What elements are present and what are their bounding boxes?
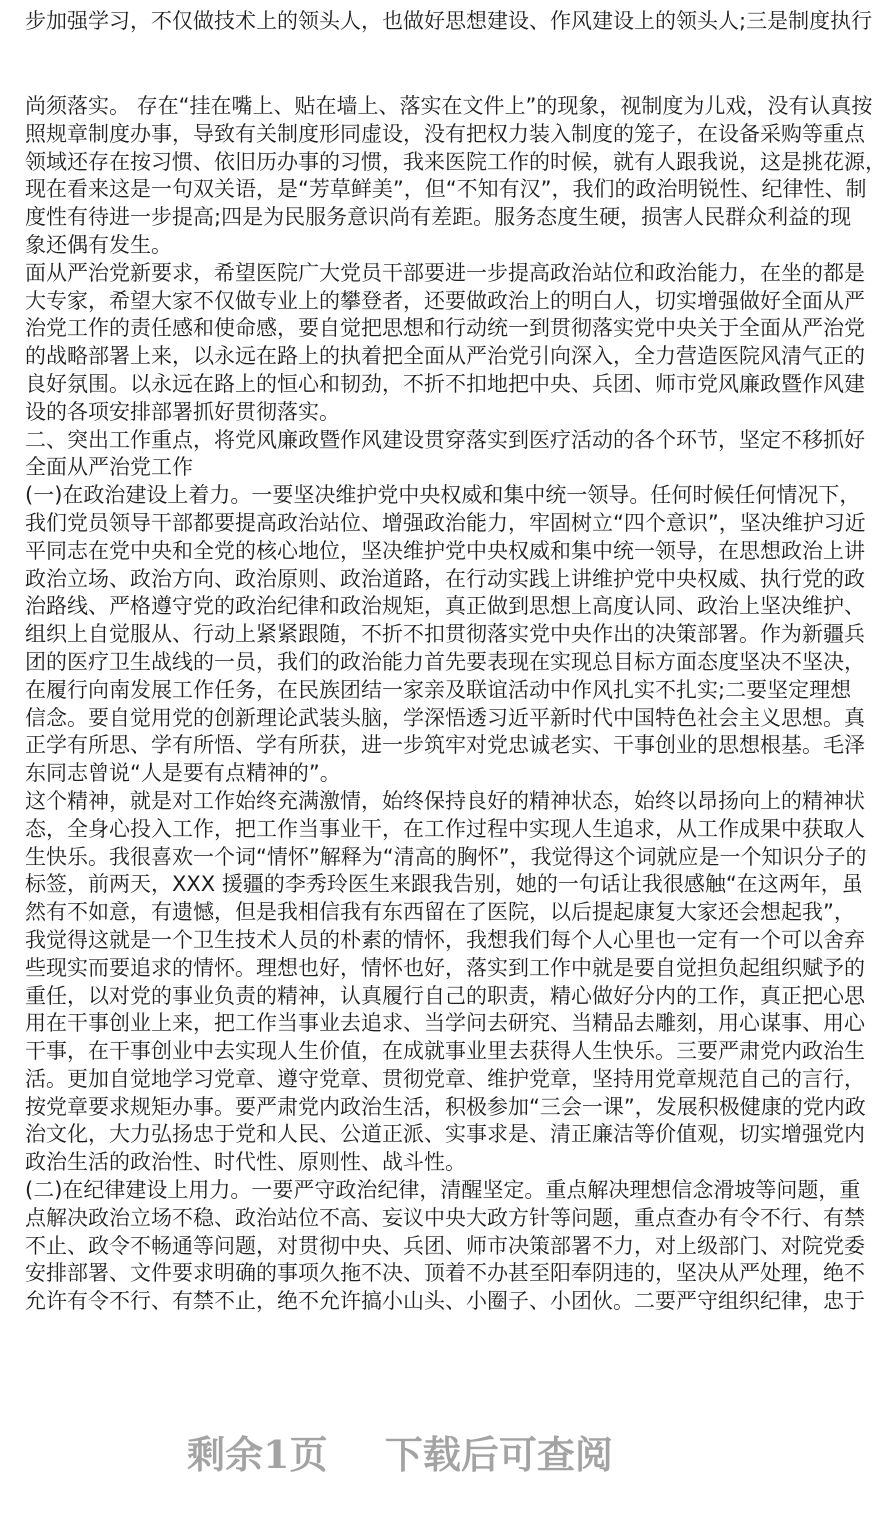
text-line: 照规章制度办事，导致有关制度形同虚设，没有把权力装入制度的笼子，在设备采购等重点 [25, 121, 865, 146]
text-line: (一)在政治建设上着力。一要坚决维护党中央权威和集中统一领导。任何时候任何情况下， [25, 483, 861, 508]
text-line: 全面从严治党工作 [25, 455, 193, 480]
top-fragment [25, 8, 873, 36]
paragraph [25, 1177, 865, 1316]
text-line: 设的各项安排部署抓好贯彻落实。 [25, 399, 340, 424]
text-line: (二)在纪律建设上用力。一要严守政治纪律，清醒坚定。重点解决理想信念滑坡等问题，重 [25, 1178, 861, 1203]
text-line: 东同志曾说“人是要有点精神的”。 [25, 761, 341, 786]
paragraph [25, 482, 866, 788]
text-line: 正学有所思、学有所悟、学有所获，进一步筑牢对党忠诚老实、干事创业的思想根基。毛泽 [25, 733, 865, 758]
paragraph [25, 8, 873, 36]
text-line: 干事，在干事创业中去实现人生价值，在成就事业里去获得人生快乐。三要严肃党内政治生 [25, 1039, 865, 1064]
text-line: 政治立场、政治方向、政治原则、政治道路，在行动实践上讲维护党中央权威、执行党的政 [25, 566, 865, 591]
text-line: 的战略部署上来，以永远在路上的执着把全面从严治党引向深入，全力营造医院风清气正的 [25, 344, 865, 369]
text-line: 信念。要自觉用党的创新理论武装头脑，学深悟透习近平新时代中国特色社会主义思想。真 [25, 705, 865, 730]
download-to-view-label[interactable]: 下载后可查阅 [384, 1432, 613, 1477]
text-line: 我觉得这就是一个卫生技术人员的朴素的情怀，我想我们每个人心里也一定有一个可以舍弃 [25, 927, 865, 952]
text-line: 这个精神，就是对工作始终充满激情，始终保持良好的精神状态，始终以昂扬向上的精神状 [25, 788, 865, 813]
text-line: 象还偶有发生。 [25, 232, 172, 257]
text-line: 组织上自觉服从、行动上紧紧跟随，不折不扣贯彻落实党中央作出的决策部署。作为新疆兵 [25, 622, 865, 647]
text-line: 态，全身心投入工作，把工作当事业干，在工作过程中实现人生追求，从工作成果中获取人 [25, 816, 865, 841]
text-line: 标签，前两天，XXX 援疆的李秀玲医生来跟我告别，她的一句话让我很感触“在这两年，虽 [25, 872, 863, 897]
paragraph [25, 427, 865, 483]
remaining-pages-label: 剩余1页 [187, 1432, 328, 1477]
text-line: 在履行向南发展工作任务，在民族团结一家亲及联谊活动中作风扎实不扎实;二要坚定理想 [25, 677, 852, 702]
text-line: 治路线、严格遵守党的政治纪律和政治规矩，真正做到思想上高度认同、政治上坚决维护、 [25, 594, 865, 619]
text-line: 重任，以对党的事业负责的精神，认真履行自己的职责，精心做好分内的工作，真正把心思 [25, 983, 865, 1008]
text-line: 步加强学习，不仅做技术上的领头人，也做好思想建设、作风建设上的领头人;三是制度执行 [25, 9, 873, 33]
text-line: 现在看来这是一句双关语，是“芳草鲜美”，但“不知有汉”，我们的政治明锐性、纪律性、制 [25, 177, 867, 202]
text-line: 按党章要求规矩办事。要严肃党内政治生活，积极参加“三会一课”，发展积极健康的党内政 [25, 1094, 866, 1119]
text-line: 允许有令不行、有禁不止，绝不允许搞小山头、小圈子、小团伙。二要严守组织纪律，忠于 [25, 1289, 865, 1314]
text-line: 些现实而要追求的情怀。理想也好，情怀也好，落实到工作中就是要自觉担负起组织赋予的 [25, 955, 865, 980]
text-line: 度性有待进一步提高;四是为民服务意识尚有差距。服务态度生硬，损害人民群众利益的现 [25, 205, 852, 230]
paragraph [25, 788, 867, 1177]
text-line: 团的医疗卫生战线的一员，我们的政治能力首先要表现在实现总目标方面态度坚决不坚决， [25, 649, 865, 674]
text-line: 大专家，希望大家不仅做专业上的攀登者，还要做政治上的明白人，切实增强做好全面从严 [25, 288, 865, 313]
text-line: 活。更加自觉地学习党章、遵守党章、贯彻党章、维护党章，坚持用党章规范自己的言行， [25, 1066, 865, 1091]
text-line: 用在干事创业上来，把工作当事业去追求、当学问去研究、当精品去雕刻，用心谋事、用心 [25, 1011, 865, 1036]
text-line: 治党工作的责任感和使命感，要自觉把思想和行动统一到贯彻落实党中央关于全面从严治党 [25, 316, 865, 341]
text-line: 尚须落实。 存在“挂在嘴上、贴在墙上、落实在文件上”的现象，视制度为儿戏，没有认真按 [25, 94, 873, 118]
text-line: 我们党员领导干部都要提高政治站位、增强政治能力，牢固树立“四个意识”，坚决维护习近 [25, 510, 866, 535]
text-line: 点解决政治立场不稳、政治站位不高、妄议中央大政方针等问题，重点查办有令不行、有禁 [25, 1205, 865, 1230]
text-line: 平同志在党中央和全党的核心地位，坚决维护党中央权威和集中统一领导，在思想政治上讲 [25, 538, 865, 563]
text-line: 安排部署、文件要求明确的事项久拖不决、顶着不办甚至阳奉阴违的，坚决从严处理，绝不 [25, 1261, 865, 1286]
paragraph [25, 260, 865, 427]
text-line: 政治生活的政治性、时代性、原则性、战斗性。 [25, 1150, 466, 1175]
text-line: 然有不如意，有遗憾，但是我相信我有东西留在了医院，以后提起康复大家还会想起我”， [25, 900, 855, 925]
text-line: 领域还存在按习惯、依旧历办事的习惯，我来医院工作的时候，就有人跟我说，这是挑花源， [25, 149, 886, 174]
download-prompt[interactable] [0, 1424, 800, 1479]
paragraph [25, 93, 886, 260]
text-line: 不止、政令不畅通等问题，对贯彻中央、兵团、师市决策部署不力，对上级部门、对院党委 [25, 1233, 865, 1258]
text-line: 二、突出工作重点，将党风廉政暨作风建设贯穿落实到医疗活动的各个环节，坚定不移抓好 [25, 427, 865, 452]
text-line: 良好氛围。以永远在路上的恒心和韧劲，不折不扣地把中央、兵团、师市党风廉政暨作风建 [25, 371, 865, 396]
document-body [25, 93, 886, 1316]
text-line: 生快乐。我很喜欢一个词“情怀”解释为“清高的胸怀”，我觉得这个词就应是一个知识分子的 [25, 844, 867, 869]
text-line: 治文化，大力弘扬忠于党和人民、公道正派、实事求是、清正廉洁等价值观，切实增强党内 [25, 1122, 865, 1147]
text-line: 面从严治党新要求，希望医院广大党员干部要进一步提高政治站位和政治能力，在坐的都是 [25, 260, 865, 285]
